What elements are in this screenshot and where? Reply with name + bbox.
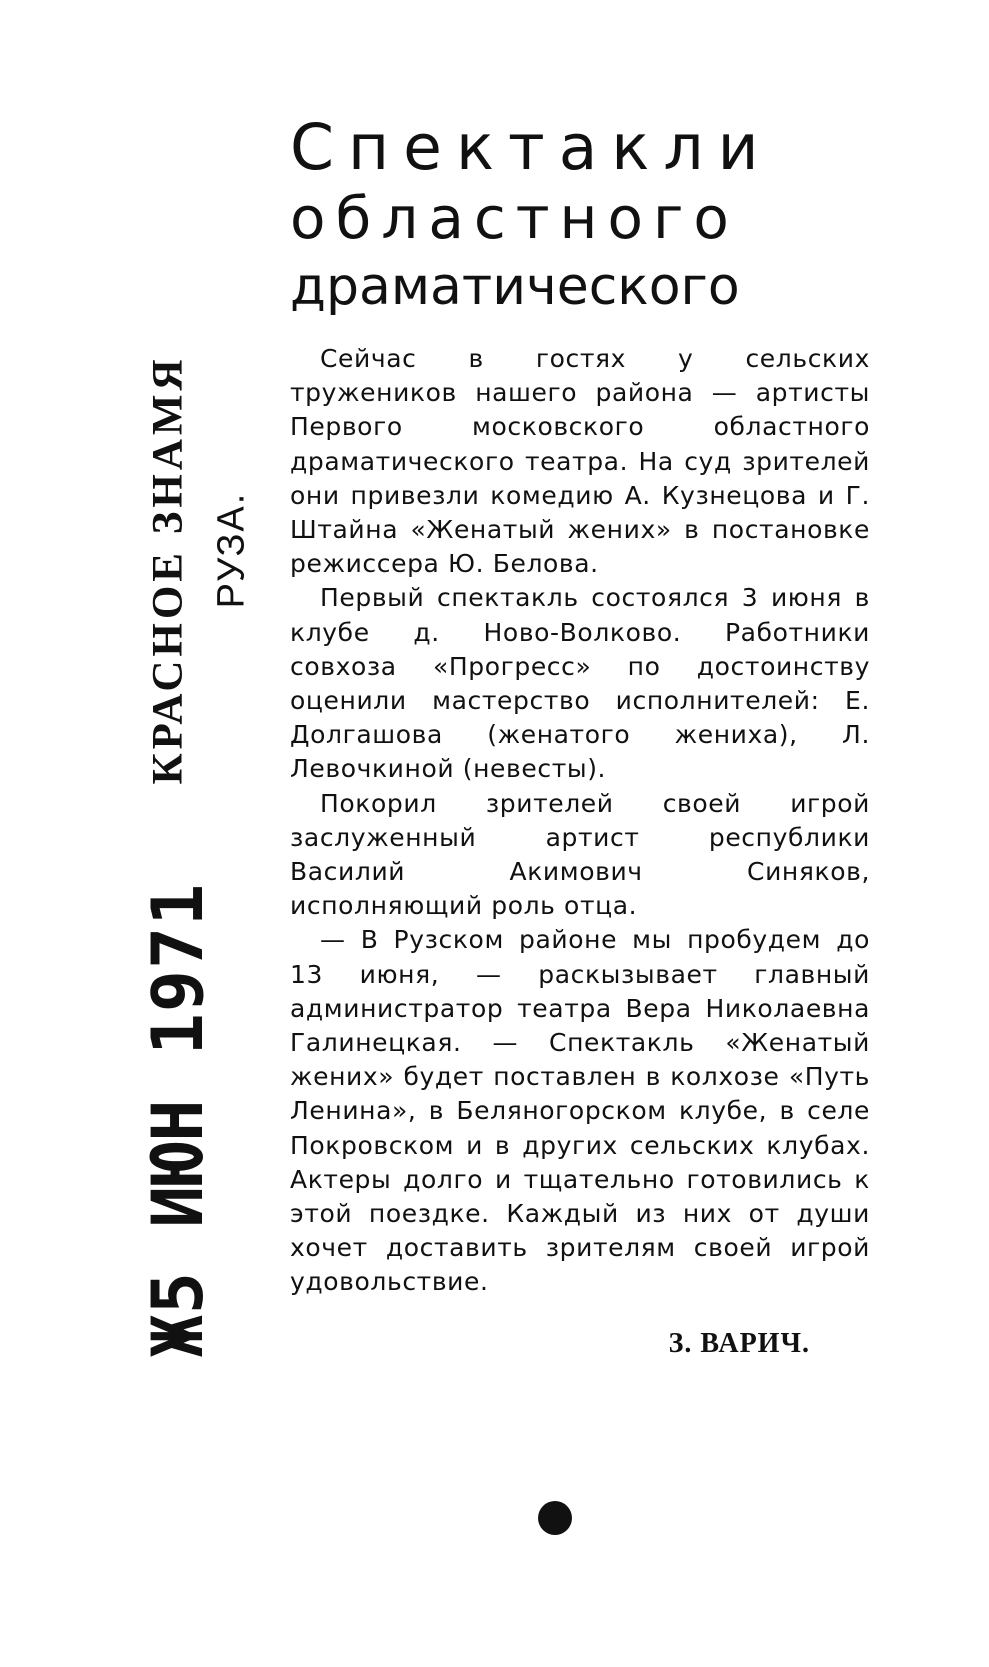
headline-line-1: Спектакли bbox=[290, 111, 773, 184]
article bbox=[290, 112, 870, 1360]
date-stamp: Ж5 ИЮН 1971 bbox=[137, 882, 219, 1358]
headline-line-2: областного bbox=[290, 184, 739, 252]
article-body bbox=[290, 342, 870, 1300]
article-headline bbox=[290, 112, 870, 322]
paragraph-2: Первый спектакль состоялся 3 июня в клубе д. Ново-Волково. Работники совхоза «Прогресс» по достоинству оценили мастерство исполнителей: Е. Долгашова (женатого жениха), Л. Левочкиной (невесты). bbox=[290, 583, 870, 784]
end-bullet-dot bbox=[538, 1501, 572, 1535]
author-signature: З. ВАРИЧ. bbox=[668, 1327, 810, 1359]
paragraph-4: — В Рузском районе мы пробудем до 13 июня, — раскызывает главный администратор театра Вера Николаевна Галинецкая. — Спектакль «Женатый жених» будет поставлен в колхозе «Путь Ленина», в Беляногорском клубе, в селе Покровском и в других сельских клубах. Актеры долго и тщательно готовились к этой поездке. Каждый из них от души хочет доставить зрителям своей игрой удовольствие. bbox=[290, 925, 870, 1297]
headline-line-3: драматического bbox=[290, 257, 740, 317]
paragraph-3: Покорил зрителей своей игрой заслуженный артист республики Василий Акимович Синяков, исполняющий роль отца. bbox=[290, 788, 870, 921]
paragraph-1: Сейчас в гостях у сельских тружеников нашего района — артисты Первого московского областного драматического театра. На суд зрителей они привезли комедию А. Кузнецова и Г. Штайна «Женатый жених» в постановке режиссера Ю. Белова. bbox=[290, 344, 870, 579]
newspaper-name-stamp: КРАСНОЕ ЗНАМЯ bbox=[144, 355, 192, 785]
city-stamp: РУЗА. bbox=[210, 491, 253, 609]
